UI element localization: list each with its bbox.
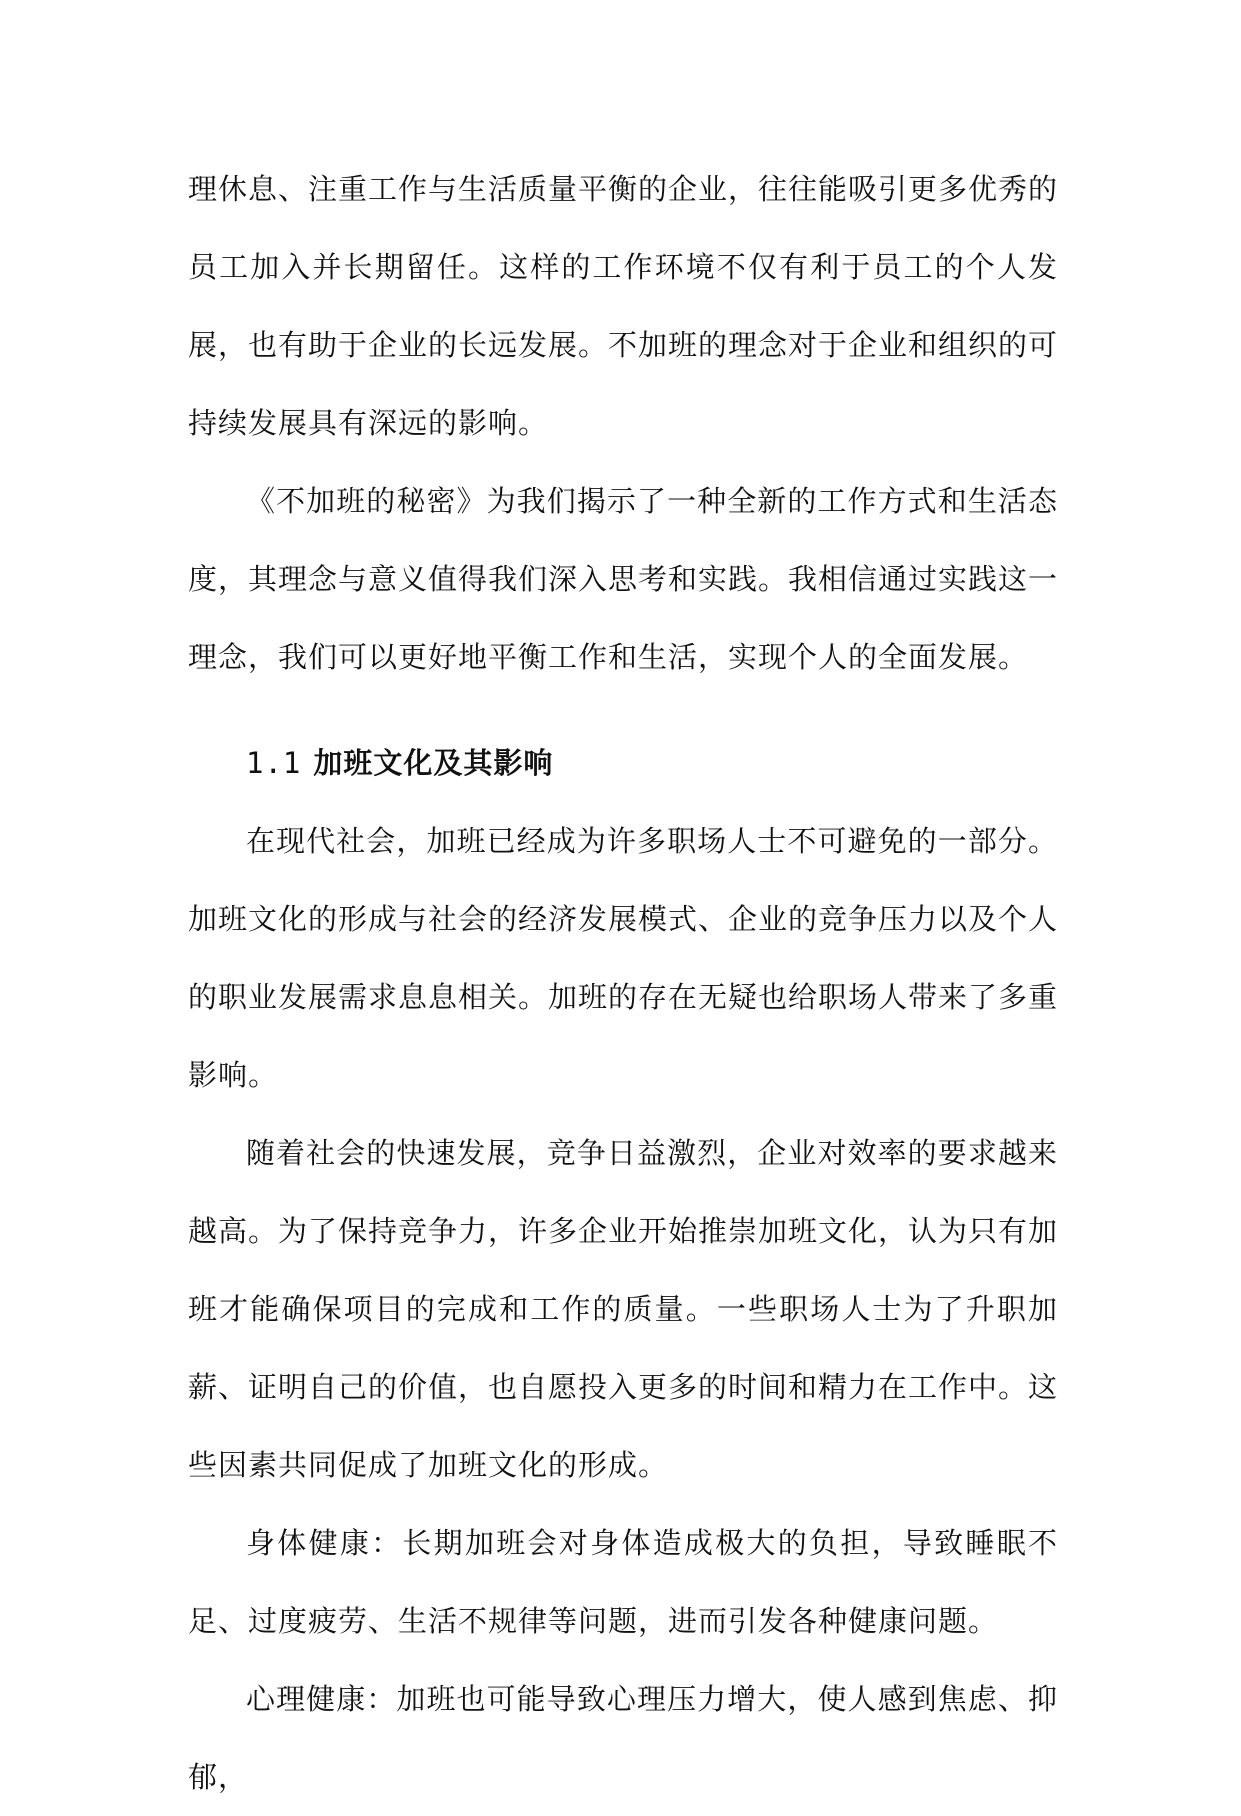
section-number: 1.1 [246,746,302,780]
paragraph-continuation: 理休息、注重工作与生活质量平衡的企业，往往能吸引更多优秀的员工加入并长期留任。这样的工作环境不仅有利于员工的个人发展，也有助于企业的长远发展。不加班的理念对于企业和组织的可持续发展具有深远的影响。 [188,172,1059,440]
paragraph-book-summary: 《不加班的秘密》为我们揭示了一种全新的工作方式和生活态度，其理念与意义值得我们深入思考和实践。我相信通过实践这一理念，我们可以更好地平衡工作和生活，实现个人的全面发展。 [188,484,1059,674]
paragraph-mental-health: 心理健康：加班也可能导致心理压力增大，使人感到焦虑、抑郁， [188,1682,1058,1794]
document-body [188,150,1058,1816]
paragraph-overtime-intro: 在现代社会，加班已经成为许多职场人士不可避免的一部分。加班文化的形成与社会的经济发展模式、企业的竞争压力以及个人的职业发展需求息息相关。加班的存在无疑也给职场人带来了多重影响。 [188,824,1059,1092]
paragraph-physical-health: 身体健康：长期加班会对身体造成极大的负担，导致睡眠不足、过度疲劳、生活不规律等问题，进而引发各种健康问题。 [188,1526,1058,1638]
paragraph-overtime-causes: 随着社会的快速发展，竞争日益激烈，企业对效率的要求越来越高。为了保持竞争力，许多企业开始推崇加班文化，认为只有加班才能确保项目的完成和工作的质量。一些职场人士为了升职加薪、证明自己的价值，也自愿投入更多的时间和精力在工作中。这些因素共同促成了加班文化的形成。 [188,1136,1059,1482]
section-title: 加班文化及其影响 [313,746,554,780]
section-heading [188,724,1058,802]
